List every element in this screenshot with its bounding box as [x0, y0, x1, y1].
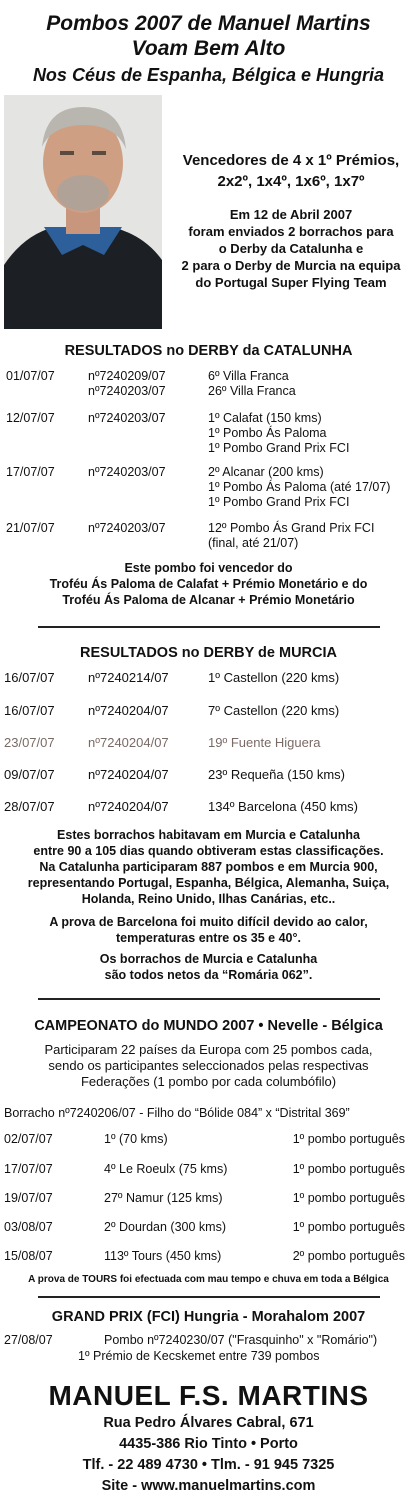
hungria-title: GRAND PRIX (FCI) Hungria - Morahalom 2007	[51, 1309, 366, 1325]
intro-line: Federações (1 pombo por cada columbófilo)	[80, 1074, 337, 1089]
row-place: 12º Pombo Ás Grand Prix FCI	[208, 521, 375, 535]
website-link[interactable]: Site - www.manuelmartins.com	[101, 1478, 316, 1494]
row-ring: nº7240203/07	[88, 411, 166, 425]
row-date: 12/07/07	[6, 411, 55, 425]
portrait-photo	[4, 95, 162, 329]
row-date: 09/07/07	[4, 767, 55, 782]
row-ring: nº7240204/07	[88, 703, 169, 718]
row-place: 19º Fuente Higuera	[208, 735, 321, 750]
section-divider	[38, 998, 380, 1000]
title-line-2: Voam Bem Alto	[131, 37, 286, 60]
note-line: Na Catalunha participaram 887 pombos e em Murcia 900,	[39, 860, 378, 874]
row-place: 1º Castellon (220 kms)	[208, 670, 340, 685]
catalunha-row	[0, 521, 417, 553]
row-portuguese-rank: 1º pombo português	[292, 1191, 405, 1205]
note-line: A prova de Barcelona foi muito difícil devido ao calor,	[49, 915, 368, 929]
intro-line: 2 para o Derby de Murcia na equipa	[181, 258, 401, 273]
murcia-note-3	[0, 951, 417, 983]
catalunha-row	[0, 411, 417, 457]
section-divider	[38, 626, 380, 628]
winners-summary	[170, 150, 412, 192]
row-place: 1º Calafat (150 kms)	[208, 411, 322, 425]
row-date: 03/08/07	[4, 1220, 53, 1234]
catalunha-title: RESULTADOS no DERBY da CATALUNHA	[64, 343, 353, 359]
note-line: Holanda, Reino Unido, Ilhas Canárias, etc..	[81, 892, 336, 906]
row-portuguese-rank: 1º pombo português	[292, 1132, 405, 1146]
hungria-bird: Pombo nº7240230/07 ("Frasquinho" x "Romário")	[104, 1333, 378, 1347]
note-line: Este pombo foi vencedor do	[124, 561, 293, 575]
row-place: 1º Pombo Ás Paloma (até 17/07)	[208, 480, 391, 494]
note-line: temperaturas entre os 35 e 40°.	[116, 931, 301, 945]
row-place: 2º Alcanar (200 kms)	[208, 465, 324, 479]
catalunha-note	[0, 560, 417, 608]
row-place: 7º Castellon (220 kms)	[208, 703, 340, 718]
row-place: 2º Dourdan (300 kms)	[104, 1220, 226, 1234]
row-date: 15/08/07	[4, 1249, 53, 1263]
address-street: Rua Pedro Álvares Cabral, 671	[103, 1415, 314, 1431]
row-place: 1º (70 kms)	[104, 1132, 168, 1146]
subtitle: Nos Céus de Espanha, Bélgica e Hungria	[32, 65, 385, 85]
row-place: 27º Namur (125 kms)	[104, 1191, 223, 1205]
row-date: 23/07/07	[4, 735, 55, 750]
row-ring: nº7240204/07	[88, 735, 169, 750]
mundo-intro	[0, 1042, 417, 1090]
note-line: Os borrachos de Murcia e Catalunha	[99, 952, 318, 966]
intro-line: sendo os participantes seleccionados pelas respectivas	[48, 1058, 369, 1073]
row-place: (final, até 21/07)	[208, 536, 299, 550]
row-place: 113º Tours (450 kms)	[104, 1249, 222, 1263]
catalunha-row	[0, 369, 417, 401]
row-place: 6º Villa Franca	[208, 369, 289, 383]
intro-line: o Derby da Catalunha e	[218, 241, 364, 256]
winners-line-1: Vencedores de 4 x 1º Prémios,	[182, 152, 400, 169]
row-portuguese-rank: 1º pombo português	[292, 1220, 405, 1234]
row-date: 17/07/07	[4, 1162, 53, 1176]
row-date: 21/07/07	[6, 521, 55, 535]
mundo-note: A prova de TOURS foi efectuada com mau tempo e chuva em toda a Bélgica	[28, 1274, 389, 1285]
breeder-name: MANUEL F.S. MARTINS	[48, 1380, 369, 1411]
note-line: Troféu Ás Paloma de Alcanar + Prémio Monetário	[62, 593, 355, 607]
row-portuguese-rank: 1º pombo português	[292, 1162, 405, 1176]
row-place: 1º Pombo Grand Prix FCI	[208, 441, 350, 455]
title-line-1: Pombos 2007 de Manuel Martins	[46, 12, 371, 35]
row-date: 02/07/07	[4, 1132, 53, 1146]
note-line: Troféu Ás Paloma de Calafat + Prémio Monetário e do	[49, 577, 368, 591]
intro-line: do Portugal Super Flying Team	[195, 275, 387, 290]
row-date: 19/07/07	[4, 1191, 53, 1205]
intro-line: foram enviados 2 borrachos para	[188, 224, 394, 239]
row-ring: nº7240203/07	[88, 521, 166, 535]
row-date: 28/07/07	[4, 799, 55, 814]
row-ring: nº7240203/07	[88, 384, 166, 398]
hungria-date: 27/08/07	[4, 1333, 53, 1347]
address-city: 4435-386 Rio Tinto • Porto	[119, 1436, 298, 1452]
row-ring: nº7240204/07	[88, 767, 169, 782]
row-place: 1º Pombo Grand Prix FCI	[208, 495, 350, 509]
section-divider	[38, 1296, 380, 1298]
note-line: representando Portugal, Espanha, Bélgica, Alemanha, Suiça,	[27, 876, 390, 890]
intro-line: Em 12 de Abril 2007	[229, 207, 353, 222]
row-place: 134º Barcelona (450 kms)	[208, 799, 358, 814]
note-line: são todos netos da “Romária 062”.	[104, 968, 313, 982]
row-portuguese-rank: 2º pombo português	[292, 1249, 405, 1263]
row-ring: nº7240203/07	[88, 465, 166, 479]
mundo-bird: Borracho nº7240206/07 - Filho do “Bólide 084” x “Distrital 369”	[4, 1106, 350, 1120]
row-ring: nº7240214/07	[88, 670, 169, 685]
hungria-prize: 1º Prémio de Kecskemet entre 739 pombos	[78, 1349, 320, 1363]
row-ring: nº7240209/07	[88, 369, 166, 383]
intro-text	[170, 206, 412, 291]
murcia-note-2	[0, 914, 417, 946]
note-line: entre 90 a 105 dias quando obtiveram estas classificações.	[33, 844, 384, 858]
row-place: 26º Villa Franca	[208, 384, 296, 398]
row-place: 1º Pombo Ás Paloma	[208, 426, 327, 440]
catalunha-row	[0, 465, 417, 511]
mundo-title: CAMPEONATO do MUNDO 2007 • Nevelle - Bélgica	[34, 1018, 383, 1034]
winners-line-2: 2x2º, 1x4º, 1x6º, 1x7º	[217, 173, 365, 190]
row-ring: nº7240204/07	[88, 799, 169, 814]
row-date: 16/07/07	[4, 670, 55, 685]
note-line: Estes borrachos habitavam em Murcia e Catalunha	[57, 828, 360, 842]
murcia-title: RESULTADOS no DERBY de MURCIA	[80, 645, 337, 661]
row-place: 4º Le Roeulx (75 kms)	[104, 1162, 228, 1176]
row-place: 23º Requeña (150 kms)	[208, 767, 345, 782]
intro-line: Participaram 22 países da Europa com 25 pombos cada,	[44, 1042, 373, 1057]
row-date: 17/07/07	[6, 465, 55, 479]
row-date: 01/07/07	[6, 369, 55, 383]
murcia-note-1	[0, 827, 417, 907]
row-date: 16/07/07	[4, 703, 55, 718]
phone-numbers: Tlf. - 22 489 4730 • Tlm. - 91 945 7325	[82, 1457, 335, 1473]
